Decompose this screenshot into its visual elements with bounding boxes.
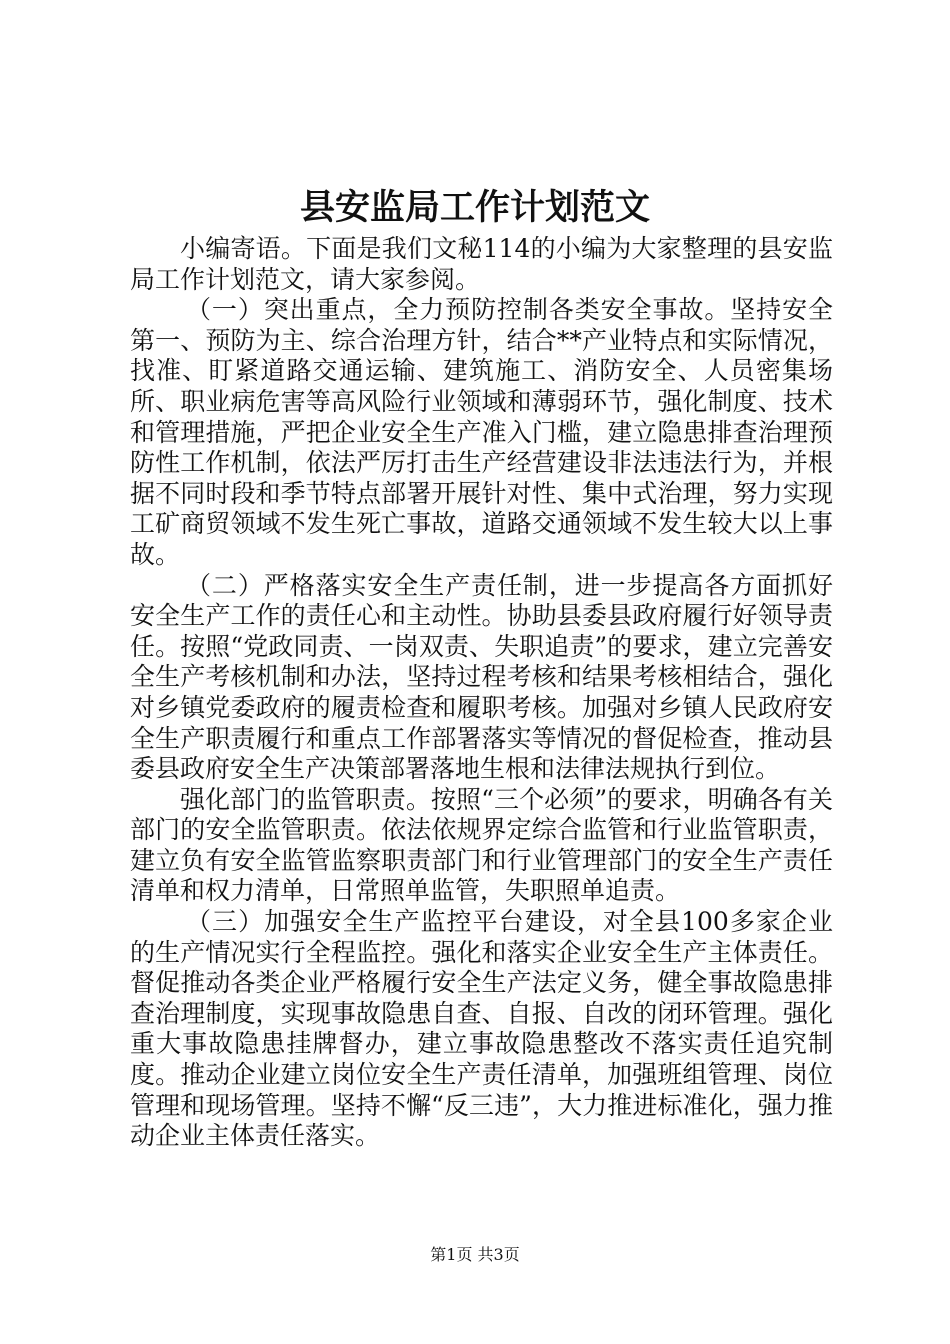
paragraph-intro: 小编寄语。下面是我们文秘114的小编为大家整理的县安监局工作计划范文，请大家参阅。 — [130, 234, 833, 294]
paragraph-section-2: （二）严格落实安全生产责任制，进一步提高各方面抓好安全生产工作的责任心和主动性。协助县委县政府履行好领导责任。按照“党政同责、一岗双责、失职追责”的要求，建立完善安全生产考核机制和办法，坚持过程考核和结果考核相结合，强化对乡镇党委政府的履责检查和履职考核。加强对乡镇人民政府安全生产职责履行和重点工作部署落实等情况的督促检查，推动县委县政府安全生产决策部署落地生根和法律法规执行到位。 — [130, 570, 833, 784]
paragraph-section-1: （一）突出重点，全力预防控制各类安全事故。坚持安全第一、预防为主、综合治理方针，结合**产业特点和实际情况，找准、盯紧道路交通运输、建筑施工、消防安全、人员密集场所、职业病危害等高风险行业领域和薄弱环节，强化制度、技术和管理措施，严把企业安全生产准入门槛，建立隐患排查治理预防性工作机制，依法严厉打击生产经营建设非法违法行为，并根据不同时段和季节特点部署开展针对性、集中式治理，努力实现工矿商贸领域不发生死亡事故，道路交通领域不发生较大以上事故。 — [130, 295, 833, 569]
paragraph-department-duties: 强化部门的监管职责。按照“三个必须”的要求，明确各有关部门的安全监管职责。依法依规界定综合监管和行业监管职责，建立负有安全监管监察职责部门和行业管理部门的安全生产责任清单和权力清单，日常照单监管，失职照单追责。 — [130, 784, 833, 906]
document-body — [130, 234, 833, 1152]
page-number-footer: 第1页 共3页 — [430, 1245, 520, 1264]
document-title: 县安监局工作计划范文 — [299, 187, 650, 228]
paragraph-section-3: （三）加强安全生产监控平台建设，对全县100多家企业的生产情况实行全程监控。强化和落实企业安全生产主体责任。督促推动各类企业严格履行安全生产法定义务，健全事故隐患排查治理制度，实现事故隐患自查、自报、自改的闭环管理。强化重大事故隐患挂牌督办，建立事故隐患整改不落实责任追究制度。推动企业建立岗位安全生产责任清单，加强班组管理、岗位管理和现场管理。坚持不懈“反三违”，大力推进标准化，强力推动企业主体责任落实。 — [130, 907, 833, 1151]
